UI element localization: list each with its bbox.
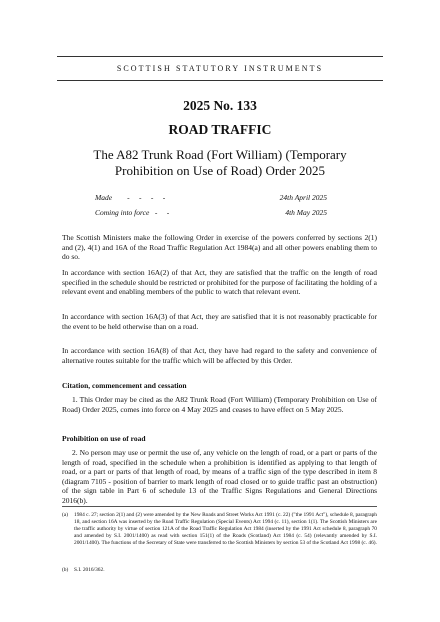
article-2-text: 2. No person may use or permit the use of, any vehicle on the length of road, or a part or parts of the length of road, specified in the schedule when a prohibition is identified as applying to that length of road, or a part or parts of that length of road, by means of a traffic sign of the type described in item 8 (diagram 7105 - position of barrier to mark length of road closed or to guide traffic past an obstruction) of the sign table in Part 6 of schedule 13 of the Traffic Signs Regulations and General Directions 2016(b). (62, 448, 377, 505)
coming-into-force-label: Coming into force - - (95, 208, 170, 217)
instrument-number: 2025 No. 133 (183, 98, 257, 113)
footnote-b (62, 567, 377, 574)
subject-heading: ROAD TRAFFIC (168, 122, 272, 137)
footnote-b-marker: (b) (62, 567, 69, 573)
preamble-paragraph-2: In accordance with section 16A(2) of that Act, they are satisfied that the traffic on the length of road specified in the schedule should be restricted or prohibited for the purpose of facilitating the holding of a relevant event and enabling members of the public to watch that relevant event. (62, 268, 377, 296)
section-heading-citation: Citation, commencement and cessation (62, 381, 187, 390)
order-title: The A82 Trunk Road (Fort William) (Temporary Prohibition on Use of Road) Order 2025 (93, 147, 347, 178)
footnote-a-marker: (a) (62, 512, 68, 518)
made-value: 24th April 2025 (279, 193, 327, 202)
made-label: Made - - - - (95, 193, 166, 202)
article-1-text: 1. This Order may be cited as the A82 Trunk Road (Fort William) (Temporary Prohibition on Use of Road) Order 2025, comes into force on 4 May 2025 and ceases to have effect on 5 May 2025. (62, 395, 377, 414)
top-rule (57, 56, 383, 57)
footnote-b-text: S.I. 2016/362. (74, 567, 105, 573)
coming-into-force-value: 4th May 2025 (285, 208, 327, 217)
footnote-rule (62, 506, 377, 507)
preamble-paragraph-3: In accordance with section 16A(3) of that Act, they are satisfied that it is not reasonably practicable for the event to be held otherwise than on a road. (62, 312, 377, 331)
preamble-paragraph-1: The Scottish Ministers make the following Order in exercise of the powers conferred by sections 2(1) and (2), 4(1) and 16A of the Road Traffic Regulation Act 1984(a) and all other powers enabling them to do so. (62, 233, 377, 261)
footnote-a (62, 512, 377, 547)
series-title: SCOTTISH STATUTORY INSTRUMENTS (116, 64, 324, 73)
footnote-a-text: 1984 c. 27; section 2(1) and (2) were amended by the New Roads and Street Works Act 1991 (c. 22) ("the 1991 Act"), schedule 8, paragraph 18, and section 16A was inserted by the Road Traffic Regulation (Special Events) Act 1994 (c. 11), section 1(1). The Scottish Ministers are the traffic authority by virtue of section 121A of the Road Traffic Regulation Act 1984 (inserted by the 1991 Act schedule 8, paragraph 70 and amended by S.I. 2001/1400) as read with section 151(1) of the Roads (Scotland) Act 1984 (c. 54) (relevantly amended by S.I. 2001/1400). The functions of the Secretary of State were transferred to the Scottish Ministers by section 53 of the Scotland Act 1998 (c. 46). (74, 512, 377, 546)
series-rule (57, 80, 383, 81)
section-heading-prohibition: Prohibition on use of road (62, 434, 146, 443)
preamble-paragraph-4: In accordance with section 16A(8) of that Act, they have had regard to the safety and convenience of alternative routes suitable for the traffic which will be affected by this Order. (62, 346, 377, 365)
